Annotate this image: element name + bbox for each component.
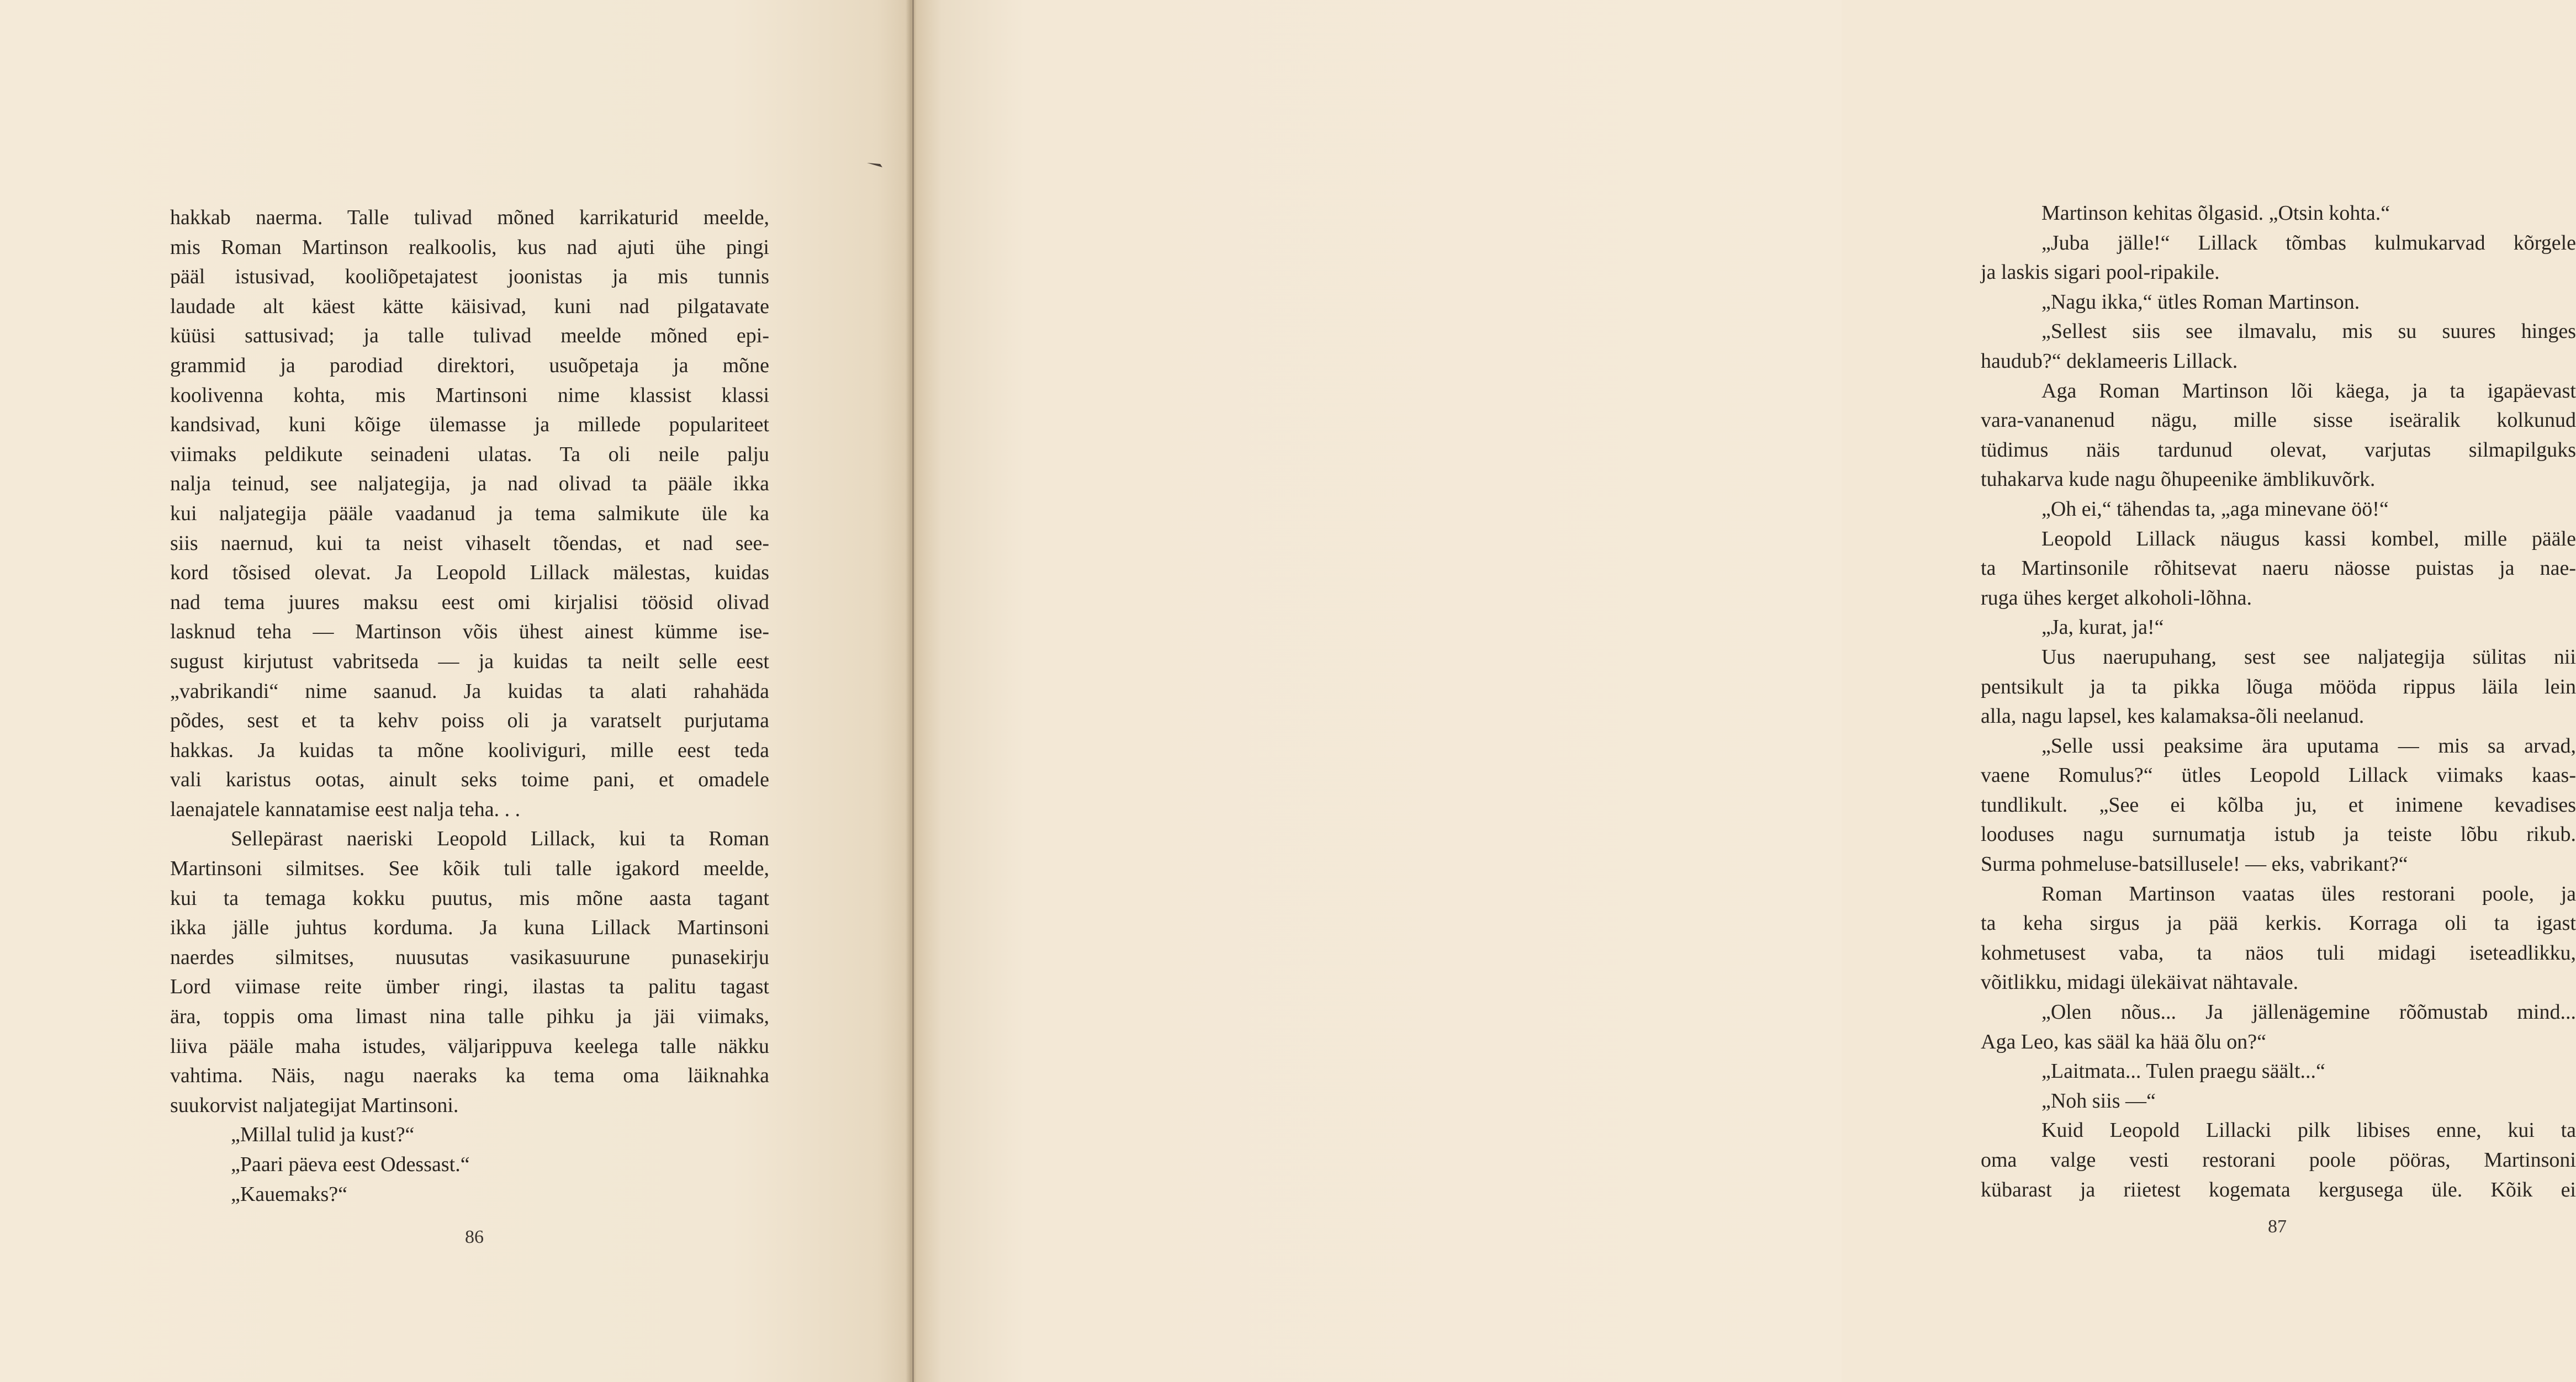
- left-page-number: 86: [465, 1227, 484, 1247]
- left-page-text-line: kord tõsised olevat. Ja Leopold Lillack mälestas, kuidas: [170, 561, 769, 585]
- left-page-text-line: viimaks peldikute seinadeni ulatas. Ta oli neile palju: [170, 442, 769, 466]
- right-page-text-line: „Olen nõus... Ja jällenägemine rõõmustab mind...: [2041, 1000, 2576, 1024]
- left-page-text-line: „vabrikandi“ nime saanud. Ja kuidas ta alati rahahäda: [170, 679, 769, 703]
- right-page-text-line: ta Martinsonile rõhitsevat naeru näosse puistas ja nae-: [1981, 557, 2576, 580]
- right-page-text-line: „Selle ussi peaksime ära uputama — mis sa arvad,: [2041, 734, 2576, 758]
- right-page-text-line: tuhakarva kude nagu õhupeenike ämblikuvõrk.: [1981, 468, 2376, 491]
- left-page-text-line: hakkab naerma. Talle tulivad mõned karrikaturid meelde,: [170, 206, 769, 229]
- left-page-text-line: naerdes silmitses, nuusutas vasikasuurune punasekirju: [170, 945, 769, 969]
- left-page-text-line: mis Roman Martinson realkoolis, kus nad ajuti ühe pingi: [170, 235, 769, 259]
- right-page-text-line: Surma pohmeluse-batsillusele! — eks, vabrikant?“: [1981, 853, 2408, 876]
- right-page-number: 87: [2268, 1216, 2287, 1237]
- right-page-text-line: „Nagu ikka,“ ütles Roman Martinson.: [2041, 290, 2360, 314]
- left-page-text-line: ikka jälle juhtus korduma. Ja kuna Lillack Martinsoni: [170, 916, 769, 940]
- right-page-text-line: „Ja, kurat, ja!“: [2041, 616, 2164, 639]
- left-page: [0, 0, 914, 1382]
- right-page-text-line: kohmetusest vaba, ta näos tuli midagi iseteadlikku,: [1981, 941, 2576, 965]
- right-page-text-line: pentsikult ja ta pikka lõuga mööda rippus läila lein: [1981, 675, 2576, 698]
- left-page-text-line: nalja teinud, see naljategija, ja nad olivad ta pääle ikka: [170, 472, 769, 496]
- right-page-text-line: „Oh ei,“ tähendas ta, „aga minevane öö!“: [2041, 497, 2389, 521]
- left-page-text-line: põdes, sest et ta kehv poiss oli ja varatselt purjutama: [170, 709, 769, 733]
- right-page: [914, 0, 2576, 1382]
- right-page-text-line: „Noh siis —“: [2041, 1089, 2156, 1113]
- right-page-text-line: Aga Roman Martinson lõi käega, ja ta igapäevast: [2041, 379, 2576, 403]
- left-page-text-line: sugust kirjutust vabritseda — ja kuidas ta neilt selle eest: [170, 649, 769, 673]
- left-page-text-line: kui naljategija pääle vaadanud ja tema salmikute üle ka: [170, 501, 769, 525]
- ink-mark-icon: [866, 161, 885, 169]
- left-page-text-line: kandsivad, kuni kõige ülemasse ja millede populariteet: [170, 413, 769, 437]
- right-page-text-line: vaene Romulus?“ ütles Leopold Lillack viimaks kaas-: [1981, 764, 2576, 787]
- right-page-text-line: haudub?“ deklameeris Lillack.: [1981, 349, 2238, 373]
- right-page-text-line: võitlikku, midagi ülekäivat nähtavale.: [1981, 971, 2299, 994]
- right-page-text-line: ja laskis sigari pool-ripakile.: [1981, 261, 2220, 284]
- left-page-text-line: ära, toppis oma limast nina talle pihku ja jäi viimaks,: [170, 1005, 769, 1029]
- left-page-text-line: „Millal tulid ja kust?“: [231, 1123, 415, 1147]
- book-gutter: [906, 0, 917, 1382]
- left-page-text-line: laenajatele kannatamise eest nalja teha. . .: [170, 797, 521, 821]
- right-page-text-line: „Juba jälle!“ Lillack tõmbas kulmukarvad kõrgele: [2041, 231, 2576, 255]
- right-page-text-line: Kuid Leopold Lillacki pilk libises enne, kui ta: [2041, 1119, 2576, 1142]
- left-page-text-line: Lord viimase reite ümber ringi, ilastas ta palitu tagast: [170, 975, 769, 999]
- right-page-text-line: Aga Leo, kas sääl ka hää õlu on?“: [1981, 1030, 2267, 1053]
- right-page-text-line: tundlikult. „See ei kõlba ju, et inimene kevadises: [1981, 793, 2576, 817]
- left-page-text-line: küüsi sattusivad; ja talle tulivad meelde mõned epi-: [170, 324, 769, 348]
- right-page-text-line: ruga ühes kerget alkoholi-lõhna.: [1981, 586, 2252, 610]
- left-page-text-line: lasknud teha — Martinson võis ühest ainest kümme ise-: [170, 620, 769, 644]
- left-page-text-line: hakkas. Ja kuidas ta mõne kooliviguri, mille eest teda: [170, 738, 769, 762]
- right-page-text-line: „Sellest siis see ilmavalu, mis su suures hinges: [2041, 320, 2576, 343]
- left-page-text-line: grammid ja parodiad direktori, usuõpetaja ja mõne: [170, 353, 769, 377]
- left-page-text-line: siis naernud, kui ta neist vihaselt tõendas, et nad see-: [170, 531, 769, 555]
- right-page-text: [1981, 199, 2576, 1205]
- left-page-text-line: koolivenna kohta, mis Martinsoni nime klassist klassi: [170, 383, 769, 407]
- right-page-text-line: vara-vananenud nägu, mille sisse iseäralik kolkunud: [1981, 409, 2576, 432]
- right-page-text-line: tüdimus näis tardunud olevat, varjutas silmapilguks: [1981, 438, 2576, 462]
- left-page-text-line: Sellepärast naeriski Leopold Lillack, kui ta Roman: [231, 827, 769, 851]
- right-page-text-line: Roman Martinson vaatas üles restorani poole, ja: [2041, 882, 2576, 906]
- left-page-text-line: liiva pääle maha istudes, väljarippuva keelega talle näkku: [170, 1034, 769, 1058]
- right-page-text-line: oma valge vesti restorani poole pööras, Martinsoni: [1981, 1148, 2576, 1172]
- left-page-text-line: vali karistus ootas, ainult seks toime pani, et omadele: [170, 768, 769, 792]
- gutter-crease: [912, 0, 914, 1382]
- right-page-text-line: Martinson kehitas õlgasid. „Otsin kohta.“: [2041, 202, 2390, 225]
- left-page-text-line: „Paari päeva eest Odessast.“: [231, 1153, 470, 1176]
- right-page-text-line: Uus naerupuhang, sest see naljategija sülitas nii: [2041, 645, 2576, 669]
- right-page-text-line: alla, nagu lapsel, kes kalamaksa-õli neelanud.: [1981, 705, 2365, 728]
- right-page-text-line: „Laitmata... Tulen praegu säält...“: [2041, 1060, 2325, 1083]
- right-page-text-line: kübarast ja riietest kogemata kergusega üle. Kõik ei: [1981, 1178, 2576, 1201]
- left-page-text-line: Martinsoni silmitses. See kõik tuli talle igakord meelde,: [170, 857, 769, 881]
- left-page-text-line: nad tema juures maksu eest omi kirjalisi töösid olivad: [170, 590, 769, 614]
- left-page-text-line: pääl istusivad, kooliõpetajatest joonistas ja mis tunnis: [170, 265, 769, 289]
- left-page-text-line: kui ta temaga kokku puutus, mis mõne aasta tagant: [170, 886, 769, 910]
- right-page-text-line: ta keha sirgus ja pää kerkis. Korraga oli ta igast: [1981, 912, 2576, 935]
- left-page-text-line: laudade alt käest kätte käisivad, kuni nad pilgatavate: [170, 294, 769, 318]
- right-page-text-line: Leopold Lillack näugus kassi kombel, mille pääle: [2041, 527, 2576, 550]
- left-page-text-line: vahtima. Näis, nagu naeraks ka tema oma läiknahka: [170, 1064, 769, 1088]
- left-page-text-line: „Kauemaks?“: [231, 1182, 347, 1206]
- right-page-text-line: looduses nagu surnumatja istub ja teiste lõbu rikub.: [1981, 823, 2576, 846]
- left-page-text: [170, 203, 769, 1209]
- left-page-text-line: suukorvist naljategijat Martinsoni.: [170, 1093, 459, 1117]
